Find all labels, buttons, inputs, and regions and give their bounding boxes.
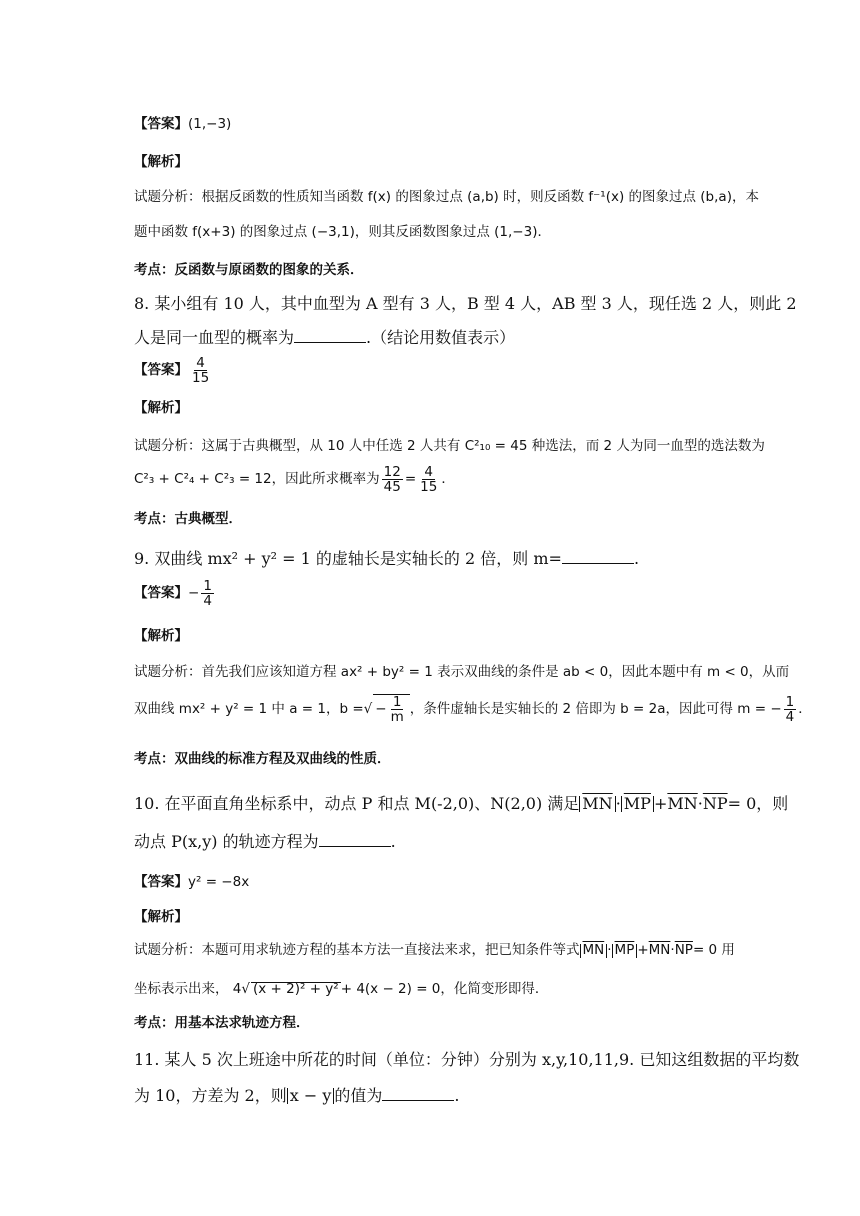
- vector-mn: $\overline{MN}$: [582, 942, 605, 958]
- q11-stem-text: 的值为: [334, 1086, 383, 1105]
- q10-stem-text: 动点 P(x,y) 的轨迹方程为: [134, 832, 319, 851]
- fraction-denominator: 15: [192, 370, 210, 387]
- answer-tag: 【答案】: [134, 361, 188, 378]
- q11-stem-line-1: 11. 某人 5 次上班途中所花的时间（单位：分钟）分别为 x,y,10,11,9. 已知这组数据的平均数: [134, 1050, 800, 1069]
- equals-sign: =: [404, 470, 417, 487]
- q9-analysis-line-1: 试题分析：首先我们应该知道方程 ax² + by² = 1 表示双曲线的条件是 ab < 0，因此本题中有 m < 0，从而: [134, 664, 790, 680]
- q8-analysis-line-2: [134, 465, 455, 494]
- dot-operator: ·: [615, 794, 621, 813]
- q9-stem-text: 9. 双曲线 mx² + y² = 1 的虚轴长是实轴长的 2 倍，则 m=: [134, 549, 562, 568]
- q7-answer: [134, 118, 231, 132]
- q10-stem-text-end: = 0，则: [727, 794, 789, 813]
- q11-stem-line-2: [134, 1088, 459, 1104]
- q10-stem-line-1: [134, 796, 788, 812]
- q8-stem-text: 人是同一血型的概率为: [134, 328, 295, 347]
- answer-blank: [382, 1088, 454, 1101]
- answer-value: y² = −8x: [188, 874, 250, 890]
- fraction-denominator: 4: [785, 709, 795, 726]
- answer-blank: [562, 551, 634, 564]
- q8-stem-line-1: 8. 某小组有 10 人，其中血型为 A 型有 3 人，B 型 4 人，AB 型 3 人，现任选 2 人，则此 2: [134, 294, 797, 313]
- fraction-denominator: m: [390, 709, 404, 726]
- q9-analysis-text: 双曲线 mx² + y² = 1 中 a = 1，b =: [134, 700, 364, 717]
- q9-analysis-text: ，条件虚轴长是实轴长的 2 倍即为 b = 2a，因此可得 m = −: [409, 700, 782, 717]
- q8-stem-text-end: .（结论用数值表示）: [366, 328, 516, 347]
- answer-tag: 【答案】: [134, 116, 188, 132]
- fraction-numerator: 12: [383, 464, 401, 480]
- abs-value: [612, 944, 638, 958]
- vector-np: $\overline{NP}$: [702, 794, 728, 813]
- fraction: [389, 695, 406, 724]
- answer-tag: 【答案】: [134, 874, 188, 890]
- q9-stem: [134, 551, 639, 567]
- q10-stem-text-end: .: [390, 832, 396, 851]
- fraction: [784, 695, 797, 724]
- dot-operator: ·: [607, 942, 612, 958]
- answer-fraction: [190, 356, 211, 385]
- q10-analysis-text-end: = 0 用: [692, 942, 735, 958]
- answer-blank: [319, 834, 391, 847]
- period: ．: [441, 470, 455, 487]
- dot-operator: ·: [697, 794, 703, 813]
- vector-mp: $\overline{MP}$: [623, 794, 651, 813]
- q9-answer: [134, 579, 216, 608]
- fraction: [418, 465, 439, 494]
- q10-stem-line-2: [134, 834, 396, 850]
- plus-sign: +: [653, 794, 668, 813]
- fraction-numerator: 4: [196, 355, 205, 371]
- vector-np: $\overline{NP}$: [674, 942, 693, 958]
- fraction-numerator: 4: [424, 464, 434, 480]
- q10-analysis-line-1: [134, 944, 735, 958]
- answer-fraction: [201, 579, 214, 608]
- radical: [373, 694, 409, 724]
- dot-operator: ·: [670, 942, 675, 958]
- q9-kaodian: 考点：双曲线的标准方程及双曲线的性质．: [134, 751, 391, 767]
- abs-value: x − y: [287, 1088, 335, 1104]
- q10-analysis-line-2: 坐标表示出来， 4√ (x + 2)² + y² + 4(x − 2) = 0，化简变形即得．: [134, 981, 549, 997]
- q8-analysis-text: C²₃ + C²₄ + C²₃ = 12，因此所求概率为: [134, 470, 380, 487]
- q10-analysis-text-end: + 4(x − 2) = 0，化简变形即得．: [340, 981, 549, 997]
- q9-analysis-tag: 【解析】: [134, 628, 188, 644]
- abs-value: [580, 944, 608, 958]
- fraction-denominator: 4: [203, 593, 212, 610]
- q8-stem-line-2: [134, 330, 515, 346]
- fraction-numerator: 1: [203, 578, 212, 594]
- q7-analysis-tag: 【解析】: [134, 154, 188, 170]
- vector-mn: $\overline{MN}$: [582, 794, 613, 813]
- vector-mp: $\overline{MP}$: [614, 942, 635, 958]
- vector-mn: $\overline{MN}$: [667, 794, 698, 813]
- fraction-numerator: 1: [785, 694, 795, 710]
- minus-sign: −: [375, 700, 387, 717]
- answer-blank: [294, 330, 366, 343]
- fraction-denominator: 45: [383, 479, 401, 496]
- fraction-numerator: 1: [392, 694, 402, 710]
- plus-sign: +: [637, 942, 649, 958]
- q8-analysis-tag: 【解析】: [134, 400, 188, 416]
- q7-analysis-line-2: 题中函数 f(x+3) 的图象过点 (−3,1)，则其反函数图象过点 (1,−3)．: [134, 224, 551, 240]
- q9-stem-text-end: .: [633, 549, 640, 568]
- fraction: [382, 465, 403, 494]
- vector-mn: $\overline{MN}$: [648, 942, 671, 958]
- q10-analysis-tag: 【解析】: [134, 909, 188, 925]
- q8-answer: [134, 356, 213, 385]
- q10-kaodian: 考点：用基本法求轨迹方程．: [134, 1015, 310, 1031]
- q8-kaodian: 考点：古典概型．: [134, 511, 242, 527]
- radical: (x + 2)² + y²: [253, 981, 339, 997]
- q9-analysis-line-2: 双曲线 mx² + y² = 1 中 a = 1，b =√ − $\frac{1}{m}$ ，条件虚轴长是实轴长的 2 倍即为 b = 2a，因此可得 m = − $\frac{1}{4}$ ．: [134, 694, 812, 726]
- answer-value: (1,−3): [188, 116, 232, 132]
- q11-stem-text: 为 10，方差为 2，则: [134, 1086, 287, 1105]
- q10-analysis-text: 坐标表示出来， 4: [134, 981, 242, 997]
- fraction-denominator: 15: [420, 479, 438, 496]
- minus-sign: −: [188, 584, 200, 601]
- q11-stem-text-end: .: [454, 1086, 460, 1105]
- answer-tag: 【答案】: [134, 584, 188, 601]
- q7-analysis-line-1: 试题分析：根据反函数的性质知当函数 f(x) 的图象过点 (a,b) 时，则反函数 f⁻¹(x) 的图象过点 (b,a)，本: [134, 189, 759, 205]
- period: ．: [798, 700, 812, 717]
- q7-kaodian: 考点：反函数与原函数的图象的关系．: [134, 262, 364, 278]
- q8-analysis-line-1: 试题分析：这属于古典概型，从 10 人中任选 2 人共有 C²₁₀ = 45 种选法，而 2 人为同一血型的选法数为: [134, 438, 765, 454]
- q10-stem-text: 10. 在平面直角坐标系中，动点 P 和点 M(-2,0)、N(2,0) 满足: [134, 794, 580, 813]
- q10-answer: [134, 876, 249, 890]
- abs-value: [621, 796, 654, 812]
- q10-analysis-text: 试题分析：本题可用求轨迹方程的基本方法一直接法来求，把已知条件等式: [134, 942, 580, 958]
- abs-value: [579, 796, 615, 812]
